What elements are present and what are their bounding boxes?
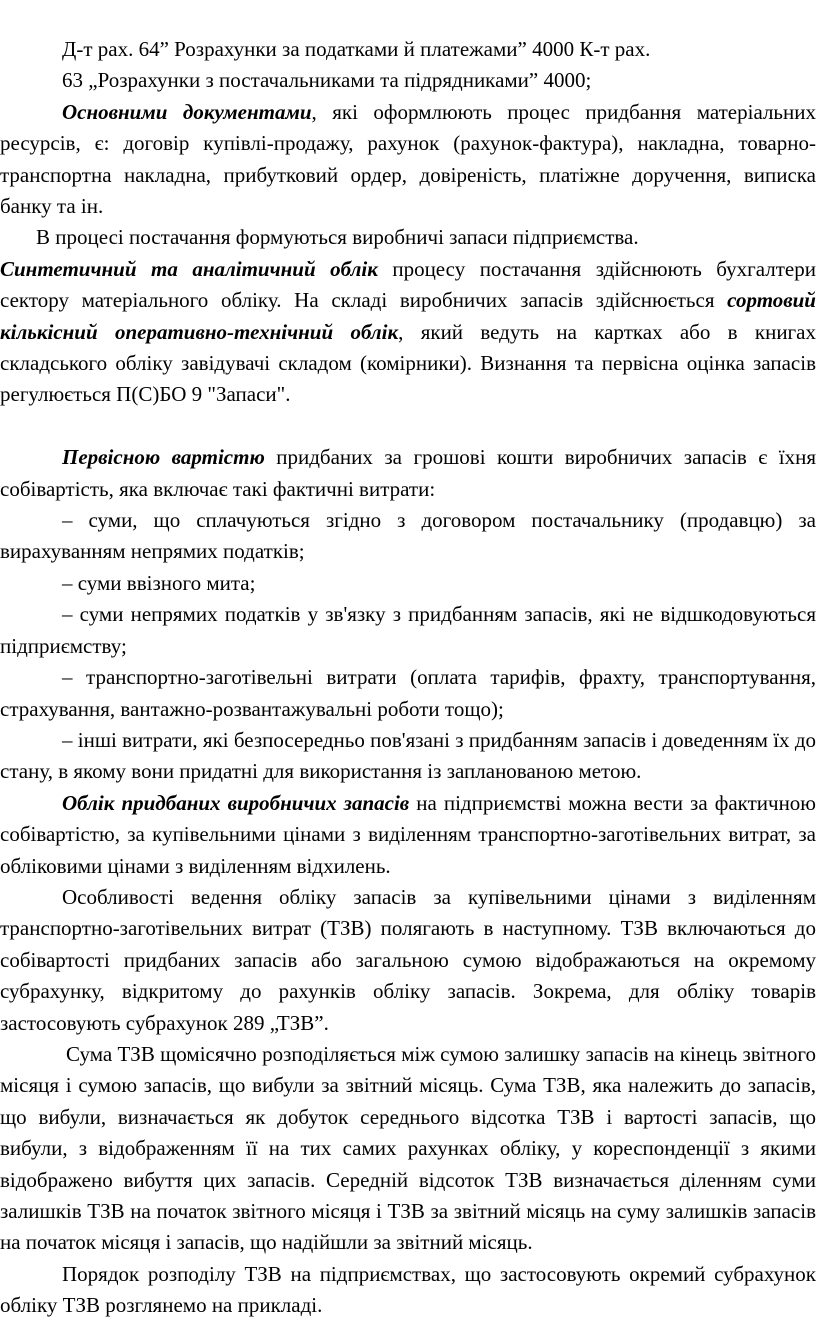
emphasis-sort-accounting: сортовий кількісний оперативно-технічний облік [0, 288, 816, 344]
list-item: – інші витрати, які безпосередньо пов'язані з придбанням запасів і доведенням їх до стану, в якому вони придатні для використання із запланованою метою. [0, 727, 816, 784]
emphasis-main-documents: Основними документами [62, 99, 312, 124]
list-item: – суми непрямих податків у зв'язку з придбанням запасів, які не відшкодовуються підприємству; [0, 602, 816, 658]
paragraph-entry-credit: 63 „Розрахунки з постачальниками та підрядниками” 4000; [62, 68, 592, 93]
text-synthetic-accounting: процесу постачання здійснюють бухгалтери сектору матеріального обліку. На складі виробничих запасів здійснюється [0, 256, 816, 313]
text-initial-cost: придбаних за грошові кошти виробничих запасів є їхня собівартість, яка включає такі фактичні витрати: [0, 445, 816, 501]
emphasis-initial-cost: Первісною вартістю [62, 445, 265, 470]
paragraph-supply-process: В процесі постачання формуються виробничі запаси підприємства. [36, 225, 639, 250]
paragraph-initial-cost [0, 442, 816, 505]
emphasis-accounting-methods: Облік придбаних виробничих запасів [62, 790, 410, 815]
paragraph-tzv-features: Особливості ведення обліку запасів за купівельними цінами з виділенням транспортно-заготівельних витрат (ТЗВ) полягають в наступному. ТЗВ включаються до собівартості придбаних запасів або загальною сумою відображаються на окремому субрахунку, відкритому до рахунків обліку запасів. Зокрема, для обліку товарів застосовують субрахунок 289 „ТЗВ”. [0, 884, 816, 1035]
paragraph-entry-debit: Д-т рах. 64” Розрахунки за податками й платежами” 4000 К-т рах. [62, 37, 651, 61]
emphasis-synthetic-accounting: Синтетичний та аналітичний облік [0, 256, 378, 281]
paragraph-tzv-example: Порядок розподілу ТЗВ на підприємствах, що застосовують окремий субрахунок обліку ТЗВ розглянемо на прикладі. [0, 1261, 816, 1318]
paragraph-tzv-distribution: Сума ТЗВ щомісячно розподіляється між сумою залишку запасів на кінець звітного місяця і сумою запасів, що вибули за звітний місяць. Сума ТЗВ, яка належить до запасів, що вибули, визначається як добуток середнього відсотка ТЗВ і вартості запасів, що вибули, з відображенням її на тих самих рахунках обліку, у кореспонденції з якими відображено вибуття цих запасів. Середній відсоток ТЗВ визначається діленням суми залишків ТЗВ на початок звітного місяця і ТЗВ за звітний місяць на суму залишків запасів на початок місяця і запасів, що надійшли за звітний місяць. [0, 1041, 816, 1255]
paragraph-synthetic-accounting [0, 254, 816, 411]
blank-line [0, 411, 816, 442]
paragraph-main-documents [0, 97, 816, 223]
text-main-documents: , які оформлюють процес придбання матеріальних ресурсів, є: договір купівлі-продажу, рахунок (рахунок-фактура), накладна, товарно-транспортна накладна, прибутковий ордер, довіреність, платіжне доручення, виписка банку та ін. [0, 99, 816, 219]
list-item: – транспортно-заготівельні витрати (оплата тарифів, фрахту, транспортування, страхування, вантажно-розвантажувальні роботи тощо); [0, 665, 816, 721]
paragraph-accounting-methods [0, 788, 816, 882]
list-item: – суми ввізного мита; [62, 570, 256, 595]
text-accounting-methods: на підприємстві можна вести за фактичною собівартістю, за купівельними цінами з виділенням транспортно-заготівельних витрат, за обліковими цінами з виділенням відхилень. [0, 790, 816, 878]
text-warehouse-accounting: , який ведуть на картках або в книгах складського обліку завідувачі складом (комірники). Визнання та первісна оцінка запасів регулюється П(С)БО 9 "Запаси". [0, 319, 816, 407]
list-item: – суми, що сплачуються згідно з договором постачальнику (продавцю) за вирахуванням непрямих податків; [0, 508, 816, 564]
